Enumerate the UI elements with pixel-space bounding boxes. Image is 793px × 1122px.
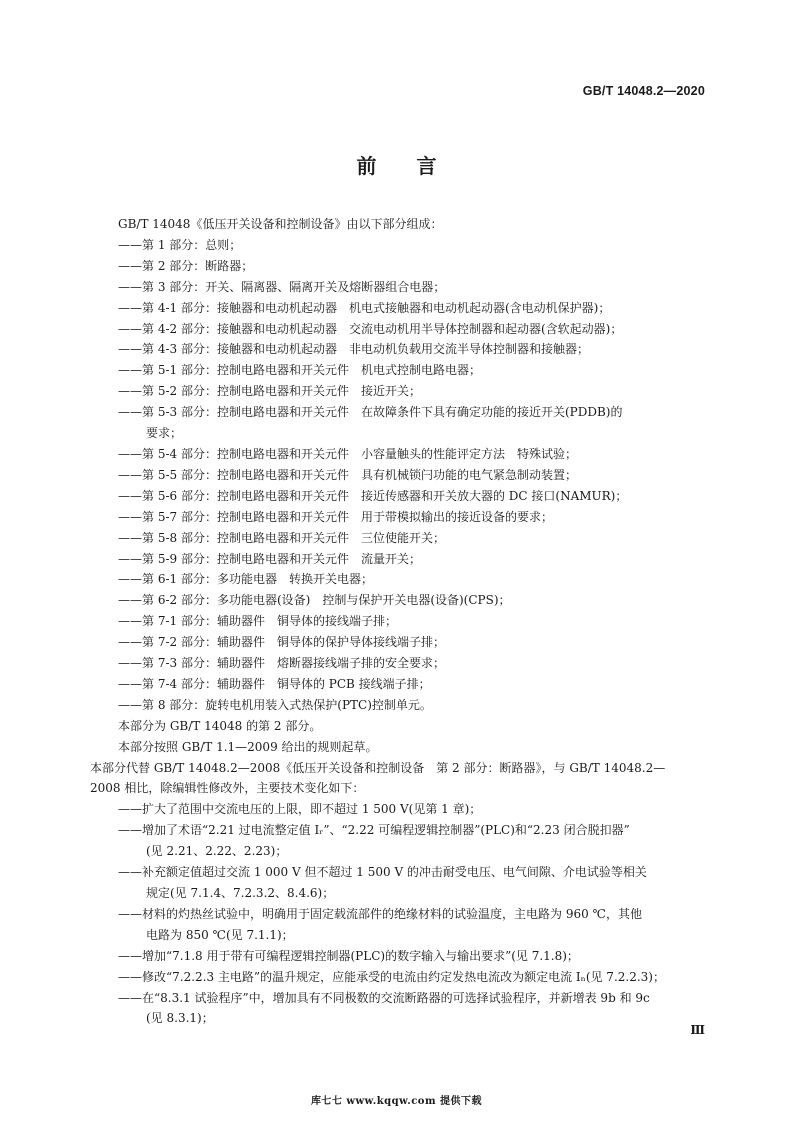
change-item: ——材料的灼热丝试验中，明确用于固定载流部件的绝缘材料的试验温度，主电路为 960 ℃，其他 <box>118 906 642 921</box>
replacement-line: 2008 相比，除编辑性修改外，主要技术变化如下： <box>90 781 365 796</box>
part-item: ——第 6-1 部分：多功能电器 转换开关电器； <box>118 572 373 587</box>
part-item: ——第 7-4 部分：辅助器件 铜导体的 PCB 接线端子排； <box>118 676 431 691</box>
part-item: ——第 5-4 部分：控制电路电器和开关元件 小容量触头的性能评定方法 特殊试验； <box>118 446 577 461</box>
part-item: ——第 4-1 部分：接触器和电动机起动器 机电式接触器和电动机起动器(含电动机保护器)； <box>118 300 611 315</box>
part-item: ——第 8 部分：旋转电机用装入式热保护(PTC)控制单元。 <box>118 697 432 712</box>
change-item: ——补充额定值超过交流 1 000 V 但不超过 1 500 V 的冲击耐受电压、电气间隙、介电试验等相关 <box>118 865 647 880</box>
statement-line: 本部分按照 GB/T 1.1—2009 给出的规则起草。 <box>118 739 378 754</box>
change-item-continuation: (见 2.21、2.22、2.23)； <box>146 844 288 859</box>
part-item: ——第 2 部分：断路器； <box>118 258 254 273</box>
standard-code: GB/T 14048.2—2020 <box>582 84 705 98</box>
part-item: ——第 7-3 部分：辅助器件 熔断器接线端子排的安全要求； <box>118 656 445 671</box>
part-item: ——第 7-1 部分：辅助器件 铜导体的接线端子排； <box>118 614 397 629</box>
part-item: ——第 6-2 部分：多功能电器(设备) 控制与保护开关电器(设备)(CPS)； <box>118 593 511 608</box>
part-item: ——第 4-2 部分：接触器和电动机起动器 交流电动机用半导体控制器和起动器(含软起动器)； <box>118 321 623 336</box>
part-item: ——第 4-3 部分：接触器和电动机起动器 非电动机负载用交流半导体控制器和接触器； <box>118 342 589 357</box>
part-item: ——第 5-6 部分：控制电路电器和开关元件 接近传感器和开关放大器的 DC 接口(NAMUR)； <box>118 488 628 503</box>
part-item: ——第 5-5 部分：控制电路电器和开关元件 具有机械锁闩功能的电气紧急制动装置； <box>118 467 577 482</box>
statement-line: 本部分为 GB/T 14048 的第 2 部分。 <box>118 718 322 733</box>
part-item: ——第 7-2 部分：辅助器件 铜导体的保护导体接线端子排； <box>118 635 445 650</box>
change-item: ——在“8.3.1 试验程序”中，增加具有不同极数的交流断路器的可选择试验程序，并新增表 9b 和 9c <box>118 990 650 1005</box>
change-item-continuation: 规定(见 7.1.4、7.2.3.2、8.4.6)； <box>146 886 335 900</box>
change-item-continuation: (见 8.3.1)； <box>146 1011 214 1026</box>
change-item: ——修改“7.2.2.3 主电路”的温升规定，应能承受的电流由约定发热电流改为额定电流 Iₙ(见 7.2.2.3)； <box>118 969 665 984</box>
part-item: ——第 1 部分：总则； <box>118 237 242 252</box>
change-item: ——增加了术语“2.21 过电流整定值 Iᵣ”、“2.22 可编程逻辑控制器”(PLC)和“2.23 闭合脱扣器” <box>118 823 630 838</box>
change-item: ——扩大了范围中交流电压的上限，即不超过 1 500 V(见第 1 章)； <box>118 802 482 817</box>
part-item: ——第 3 部分：开关、隔离器、隔离开关及熔断器组合电器； <box>118 279 446 294</box>
part-item: ——第 5-9 部分：控制电路电器和开关元件 流量开关； <box>118 551 421 566</box>
part-item-continuation: 要求； <box>146 426 183 441</box>
change-item-continuation: 电路为 850 ℃(见 7.1.1)； <box>146 927 294 942</box>
part-item: ——第 5-1 部分：控制电路电器和开关元件 机电式控制电路电器； <box>118 363 481 378</box>
replacement-line: 本部分代替 GB/T 14048.2—2008《低压开关设备和控制设备 第 2 部分：断路器》，与 GB/T 14048.2— <box>90 760 666 775</box>
change-item: ——增加“7.1.8 用于带有可编程逻辑控制器(PLC)的数字输入与输出要求”(见 7.1.8)； <box>118 948 579 963</box>
intro-line: GB/T 14048《低压开关设备和控制设备》由以下部分组成： <box>118 217 443 231</box>
page-number: Ⅲ <box>690 1023 705 1037</box>
download-footer: 库七七 www.kqqw.com 提供下载 <box>310 1096 483 1107</box>
part-item: ——第 5-7 部分：控制电路电器和开关元件 用于带模拟输出的接近设备的要求； <box>118 509 553 524</box>
page-title: 前言 <box>356 154 477 178</box>
part-item: ——第 5-2 部分：控制电路电器和开关元件 接近开关； <box>118 384 421 399</box>
part-item: ——第 5-8 部分：控制电路电器和开关元件 三位使能开关； <box>118 530 445 545</box>
part-item: ——第 5-3 部分：控制电路电器和开关元件 在故障条件下具有确定功能的接近开关(PDDB)的 <box>118 405 623 420</box>
foreword-body <box>90 214 706 1029</box>
